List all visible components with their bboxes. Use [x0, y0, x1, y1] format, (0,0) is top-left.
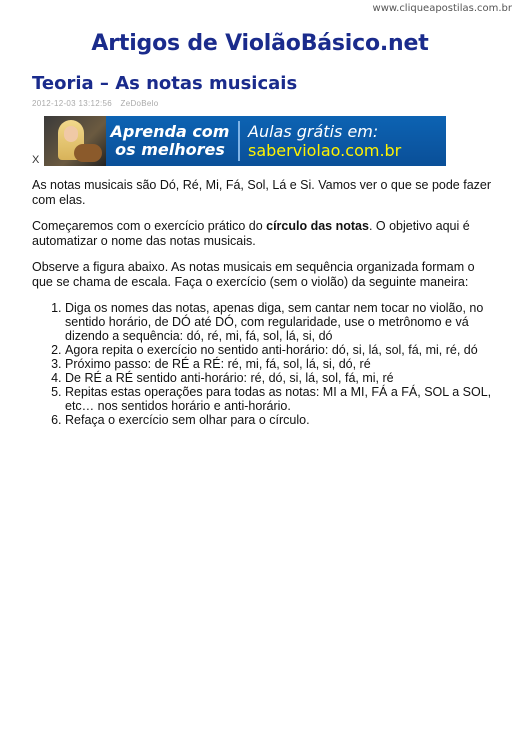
step-item: 5. Repitas estas operações para todas as notas: MI a MI, FÁ a FÁ, SOL a SOL, etc… nos sentidos horário e anti-horário.	[65, 385, 494, 413]
step-item: 6. Refaça o exercício sem olhar para o círculo.	[65, 413, 494, 427]
broken-image-icon: X	[32, 154, 40, 166]
banner-row	[32, 116, 494, 166]
paragraph-exercise-bold: círculo das notas	[266, 219, 369, 233]
step-item: 3. Próximo passo: de RÉ a RÉ: ré, mi, fá, sol, lá, si, dó, ré	[65, 357, 494, 371]
step-item: 2. Agora repita o exercício no sentido anti-horário: dó, si, lá, sol, fá, mi, ré, dó	[65, 343, 494, 357]
article-meta	[32, 99, 494, 111]
paragraph-intro: As notas musicais são Dó, Ré, Mi, Fá, Sol, Lá e Si. Vamos ver o que se pode fazer com elas.	[32, 178, 492, 207]
banner-cta	[248, 122, 446, 160]
step-item: 1. Diga os nomes das notas, apenas diga, sem cantar nem tocar no violão, no sentido horário, de DÓ até DÓ, com regularidade, use o metrônomo e vá dizendo a sequência: dó, ré, mi, fá, sol, lá, si, dó	[65, 301, 494, 343]
steps-list	[32, 301, 494, 427]
site-title: Artigos de ViolãoBásico.net	[91, 31, 429, 56]
banner-cta-url: saberviolao.com.br	[248, 141, 402, 160]
article	[32, 73, 494, 427]
banner-slogan-line2: os melhores	[115, 140, 225, 159]
article-date: 2012-12-03 13:12:56	[32, 99, 112, 108]
guitarist-photo	[44, 116, 106, 166]
ad-banner[interactable]	[44, 116, 446, 166]
banner-divider	[238, 121, 240, 161]
paragraph-exercise-start: Começaremos com o exercício prático do	[32, 219, 267, 233]
step-item: 4. De RÉ a RÉ sentido anti-horário: ré, dó, si, lá, sol, fá, mi, ré	[65, 371, 494, 385]
site-url: www.cliqueapostilas.com.br	[372, 3, 512, 14]
article-title: Teoria – As notas musicais	[32, 73, 298, 94]
banner-slogan	[106, 123, 234, 159]
paragraph-instructions: Observe a figura abaixo. As notas musicais em sequência organizada formam o que se chama de escala. Faça o exercício (sem o violão) da seguinte maneira:	[32, 260, 475, 289]
article-author[interactable]: ZeDoBelo	[120, 99, 159, 108]
banner-cta-line1: Aulas grátis em:	[248, 122, 379, 141]
paragraph-exercise-end: . O objetivo aqui é automatizar o nome das notas musicais.	[32, 219, 470, 248]
banner-slogan-line1: Aprenda com	[110, 122, 230, 141]
paragraph-exercise	[32, 219, 494, 249]
